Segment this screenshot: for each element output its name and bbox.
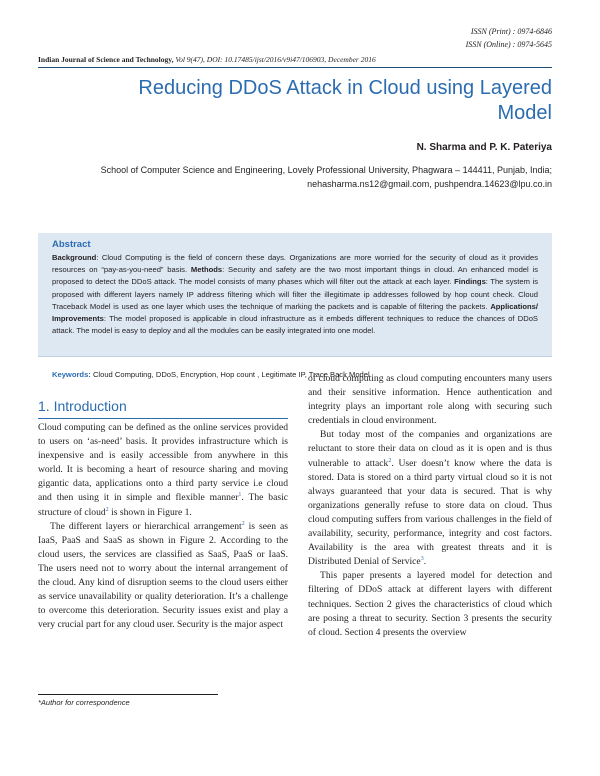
intro-paragraph-2: The different layers or hierarchical arrangement$^2$ is seen as IaaS, PaaS and SaaS as shown in Figure 2. According to the cloud users, the services are classified as SaaS, PaaS or IaaS. The users need not to worry about the internal arrangement of the cloud. Any kind of disruption seems to the cloud users either as service unavailability or quality deterioration. It’s a challenge to overcome this deterioration. Security issues exist and play a very crucial part for any cloud user. Security is the major aspect — [38, 520, 289, 631]
applications-text: : The model proposed is applicable in cloud infrastructure as it embeds different techniques to reduce the chances of DDoS attack. The model is easy to deploy and all the modules can be easily integrated into one model. — [52, 314, 538, 336]
applications-label: Applications/ Improvements — [52, 301, 538, 324]
methods-text: : Security and safety are the two most important things in cloud. An enhanced model is proposed to detect the DDoS attack. The model consists of many phases which will filter out the attack at each layer. — [52, 265, 538, 287]
header-divider — [38, 67, 552, 68]
abstract-heading: Abstract — [52, 239, 91, 250]
author-emails: nehasharma.ns12@gmail.com, pushpendra.14623@lpu.co.in — [307, 179, 552, 189]
background-text: : Cloud Computing is the field of concern these days. Organizations are more worried for the security of cloud as it provides resources on “pay-as-you-need” basis. — [52, 253, 538, 275]
abstract-body — [52, 252, 538, 337]
author-affiliation — [38, 163, 552, 191]
background-label: Background — [52, 253, 97, 262]
journal-volume-doi: Vol 9(47), DOI: 10.17485/ijst/2016/v9i47/106903, December 2016 — [173, 55, 376, 64]
findings-text: : The system is proposed with different layers namely IP address filtering which will filter the illegitimate ip addresses followed by hop count check. Cloud Traceback Model is used as one layer which uses the technique of marking the packets and is capable of filtering the packets. — [52, 277, 538, 311]
affiliation-address: School of Computer Science and Engineering, Lovely Professional University, Phagwara – 144411, Punjab, India; — [100, 165, 552, 175]
citation-ref[interactable]: 2 — [388, 457, 392, 464]
citation-ref[interactable]: 2 — [241, 520, 245, 527]
footnote-divider — [38, 694, 218, 695]
section-heading-introduction: 1. Introduction — [38, 398, 127, 414]
intro-paragraph-4: But today most of the companies and organizations are reluctant to store their data on cloud as it is open and is thus vulnerable to attack$^2$. User doesn’t know where the data is stored. Data is stored on a third party virtual cloud so it is not always guaranteed that your data is secured. That is why organizations generally refuse to store data on cloud. Thus cloud computing suffers from various challenges in the field of availability, security, performance, integrity and cost factors. Availability is the area with greatest threats and it is Distributed Denial of Service$^3$. — [308, 429, 552, 568]
keywords-label: Keywords: — [52, 370, 91, 379]
findings-label: Findings — [454, 277, 486, 287]
methods-label: Methods — [190, 265, 223, 275]
right-column — [308, 372, 552, 640]
keywords-text: Cloud Computing, DDoS, Encryption, Hop count , Legitimate IP, Trace Back Model — [90, 370, 370, 379]
citation-ref[interactable]: 2 — [105, 506, 109, 513]
citation-ref[interactable]: 3 — [420, 556, 424, 563]
intro-paragraph-1: Cloud computing can be defined as the online services provided to users on ‘as-need’ basis. It provides infrastructure which is inexpensive and is easily accessible from anywhere in this world. It is becoming a heart of resource sharing and moving gigantic data, applications onto a third party service i.e cloud and then using it in simple and flexible manner$^1$. The basic structure of cloud$^2$ is shown in Figure 1. — [38, 422, 288, 518]
section-divider — [38, 418, 288, 419]
issn-online: ISSN (Online) : 0974-5645 — [465, 40, 552, 49]
left-column — [38, 421, 288, 632]
journal-citation — [38, 55, 376, 64]
intro-paragraph-5: This paper presents a layered model for detection and filtering of DDoS attack at different layers with different techniques. Section 2 gives the characteristics of cloud which are posing a threat to security. Section 3 presents the security of cloud. Section 4 presents the overview — [308, 570, 552, 638]
issn-print: ISSN (Print) : 0974-6846 — [470, 27, 552, 36]
paper-title: Reducing DDoS Attack in Cloud using Layered Model — [138, 77, 552, 124]
journal-name: Indian Journal of Science and Technology, — [38, 55, 174, 64]
intro-paragraph-3: of cloud computing as cloud computing encounters many users and their sensitive information. Hence authentication and integrity plays an important role along with securing such credentials in cloud environment. — [308, 373, 552, 427]
footnote: *Author for correspondence — [38, 698, 130, 707]
paper-authors: N. Sharma and P. K. Pateriya — [416, 142, 552, 153]
citation-ref[interactable]: 1 — [238, 492, 242, 499]
